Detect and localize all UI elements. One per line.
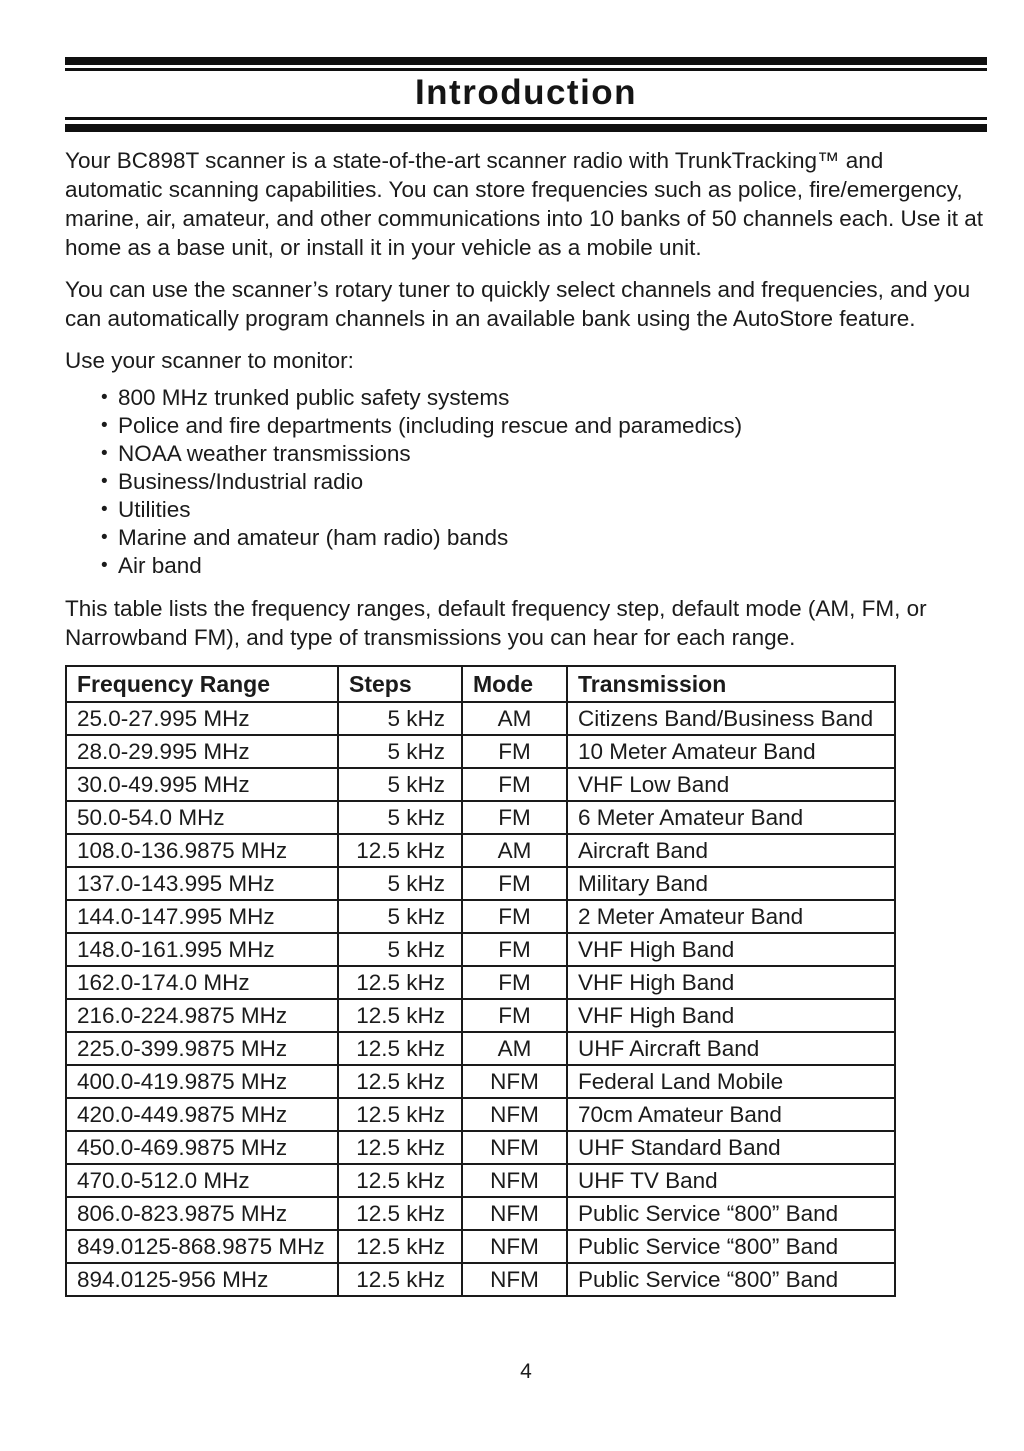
cell-trans: Citizens Band/Business Band: [567, 702, 895, 735]
cell-mode: FM: [462, 801, 567, 834]
table-row: [66, 1164, 895, 1197]
frequency-table-body: [66, 702, 895, 1296]
table-row: [66, 1032, 895, 1065]
cell-range: 25.0-27.995 MHz: [66, 702, 338, 735]
table-row: [66, 735, 895, 768]
table-row: [66, 999, 895, 1032]
cell-trans: UHF Aircraft Band: [567, 1032, 895, 1065]
cell-trans: Federal Land Mobile: [567, 1065, 895, 1098]
table-row: [66, 966, 895, 999]
monitor-list-item-text: Air band: [118, 553, 202, 578]
cell-range: 420.0-449.9875 MHz: [66, 1098, 338, 1131]
intro-paragraph-1: Your BC898T scanner is a state-of-the-art scanner radio with TrunkTracking™ and automatic scanning capabilities. You can store frequencies such as police, fire/emergency, marine, air, amateur, and other communications into 10 banks of 50 channels each. Use it at home as a base unit, or install it in your vehicle as a mobile unit.: [65, 148, 984, 260]
cell-steps: 5 kHz: [338, 768, 462, 801]
cell-steps: 12.5 kHz: [338, 1197, 462, 1230]
monitor-list-item: [65, 468, 987, 496]
cell-mode: NFM: [462, 1065, 567, 1098]
column-header-mode: Mode: [462, 666, 567, 702]
cell-steps: 5 kHz: [338, 933, 462, 966]
cell-trans: 70cm Amateur Band: [567, 1098, 895, 1131]
cell-range: 450.0-469.9875 MHz: [66, 1131, 338, 1164]
cell-range: 400.0-419.9875 MHz: [66, 1065, 338, 1098]
bullet-icon: •: [101, 415, 108, 436]
table-row: [66, 867, 895, 900]
cell-range: 50.0-54.0 MHz: [66, 801, 338, 834]
cell-range: 470.0-512.0 MHz: [66, 1164, 338, 1197]
frequency-table-header-row: [66, 666, 895, 702]
page-number: 4: [520, 1360, 532, 1383]
monitor-list-item-text: 800 MHz trunked public safety systems: [118, 385, 510, 410]
title-rule-bottom-thick: [65, 124, 987, 132]
column-header-trans: Transmission: [567, 666, 895, 702]
monitor-list-item: [65, 384, 987, 412]
bullet-icon: •: [101, 387, 108, 408]
cell-mode: FM: [462, 735, 567, 768]
cell-mode: NFM: [462, 1263, 567, 1296]
table-row: [66, 768, 895, 801]
monitor-list-item-text: NOAA weather transmissions: [118, 441, 411, 466]
cell-mode: NFM: [462, 1164, 567, 1197]
cell-trans: VHF High Band: [567, 966, 895, 999]
cell-range: 216.0-224.9875 MHz: [66, 999, 338, 1032]
cell-trans: Public Service “800” Band: [567, 1197, 895, 1230]
monitor-leadin: Use your scanner to monitor:: [65, 348, 354, 373]
cell-steps: 5 kHz: [338, 867, 462, 900]
cell-range: 162.0-174.0 MHz: [66, 966, 338, 999]
cell-range: 137.0-143.995 MHz: [66, 867, 338, 900]
monitor-list-item-text: Business/Industrial radio: [118, 469, 364, 494]
cell-mode: FM: [462, 999, 567, 1032]
cell-trans: VHF High Band: [567, 999, 895, 1032]
cell-steps: 5 kHz: [338, 735, 462, 768]
cell-range: 108.0-136.9875 MHz: [66, 834, 338, 867]
table-intro: This table lists the frequency ranges, default frequency step, default mode (AM, FM, or Narrowband FM), and type of transmissions you can hear for each range.: [65, 596, 927, 650]
cell-steps: 12.5 kHz: [338, 1263, 462, 1296]
table-row: [66, 702, 895, 735]
cell-steps: 12.5 kHz: [338, 999, 462, 1032]
cell-range: 849.0125-868.9875 MHz: [66, 1230, 338, 1263]
title-rule-top-thick: [65, 57, 987, 65]
frequency-table: [65, 665, 896, 1297]
cell-steps: 5 kHz: [338, 900, 462, 933]
cell-trans: 10 Meter Amateur Band: [567, 735, 895, 768]
cell-range: 148.0-161.995 MHz: [66, 933, 338, 966]
cell-steps: 5 kHz: [338, 801, 462, 834]
cell-range: 894.0125-956 MHz: [66, 1263, 338, 1296]
cell-mode: AM: [462, 834, 567, 867]
cell-mode: NFM: [462, 1131, 567, 1164]
table-row: [66, 1065, 895, 1098]
cell-mode: FM: [462, 900, 567, 933]
monitor-list-item: [65, 440, 987, 468]
column-header-range: Frequency Range: [66, 666, 338, 702]
table-row: [66, 1098, 895, 1131]
bullet-icon: •: [101, 527, 108, 548]
cell-trans: 2 Meter Amateur Band: [567, 900, 895, 933]
intro-paragraph-2: You can use the scanner’s rotary tuner to quickly select channels and frequencies, and you can automatically program channels in an available bank using the AutoStore feature.: [65, 277, 971, 331]
cell-range: 30.0-49.995 MHz: [66, 768, 338, 801]
table-row: [66, 1131, 895, 1164]
cell-steps: 12.5 kHz: [338, 1131, 462, 1164]
monitor-list-item: [65, 496, 987, 524]
cell-trans: Public Service “800” Band: [567, 1230, 895, 1263]
monitor-list: [65, 384, 987, 580]
cell-steps: 12.5 kHz: [338, 1032, 462, 1065]
cell-trans: VHF High Band: [567, 933, 895, 966]
cell-steps: 12.5 kHz: [338, 1065, 462, 1098]
bullet-icon: •: [101, 555, 108, 576]
column-header-steps: Steps: [338, 666, 462, 702]
table-row: [66, 1263, 895, 1296]
table-row: [66, 1197, 895, 1230]
cell-trans: 6 Meter Amateur Band: [567, 801, 895, 834]
title-header: [65, 57, 987, 132]
table-row: [66, 900, 895, 933]
bullet-icon: •: [101, 499, 108, 520]
bullet-icon: •: [101, 443, 108, 464]
page-title: Introduction: [414, 73, 638, 112]
cell-trans: Public Service “800” Band: [567, 1263, 895, 1296]
title-rule-bottom-thin: [65, 117, 987, 120]
table-row: [66, 834, 895, 867]
monitor-list-item: [65, 552, 987, 580]
cell-mode: FM: [462, 768, 567, 801]
cell-steps: 12.5 kHz: [338, 1098, 462, 1131]
table-row: [66, 801, 895, 834]
cell-trans: Military Band: [567, 867, 895, 900]
cell-steps: 5 kHz: [338, 702, 462, 735]
cell-steps: 12.5 kHz: [338, 966, 462, 999]
cell-range: 144.0-147.995 MHz: [66, 900, 338, 933]
monitor-list-item-text: Utilities: [118, 497, 191, 522]
cell-mode: NFM: [462, 1098, 567, 1131]
table-row: [66, 1230, 895, 1263]
monitor-list-item-text: Marine and amateur (ham radio) bands: [118, 525, 509, 550]
cell-steps: 12.5 kHz: [338, 1164, 462, 1197]
cell-mode: NFM: [462, 1230, 567, 1263]
cell-mode: FM: [462, 867, 567, 900]
table-row: [66, 933, 895, 966]
cell-steps: 12.5 kHz: [338, 834, 462, 867]
monitor-list-item-text: Police and fire departments (including rescue and paramedics): [118, 413, 743, 438]
cell-mode: AM: [462, 702, 567, 735]
cell-trans: UHF Standard Band: [567, 1131, 895, 1164]
cell-range: 806.0-823.9875 MHz: [66, 1197, 338, 1230]
cell-mode: FM: [462, 966, 567, 999]
cell-trans: UHF TV Band: [567, 1164, 895, 1197]
cell-mode: AM: [462, 1032, 567, 1065]
monitor-list-item: [65, 412, 987, 440]
cell-mode: FM: [462, 933, 567, 966]
cell-trans: VHF Low Band: [567, 768, 895, 801]
cell-range: 225.0-399.9875 MHz: [66, 1032, 338, 1065]
bullet-icon: •: [101, 471, 108, 492]
cell-trans: Aircraft Band: [567, 834, 895, 867]
cell-mode: NFM: [462, 1197, 567, 1230]
monitor-list-item: [65, 524, 987, 552]
cell-range: 28.0-29.995 MHz: [66, 735, 338, 768]
cell-steps: 12.5 kHz: [338, 1230, 462, 1263]
